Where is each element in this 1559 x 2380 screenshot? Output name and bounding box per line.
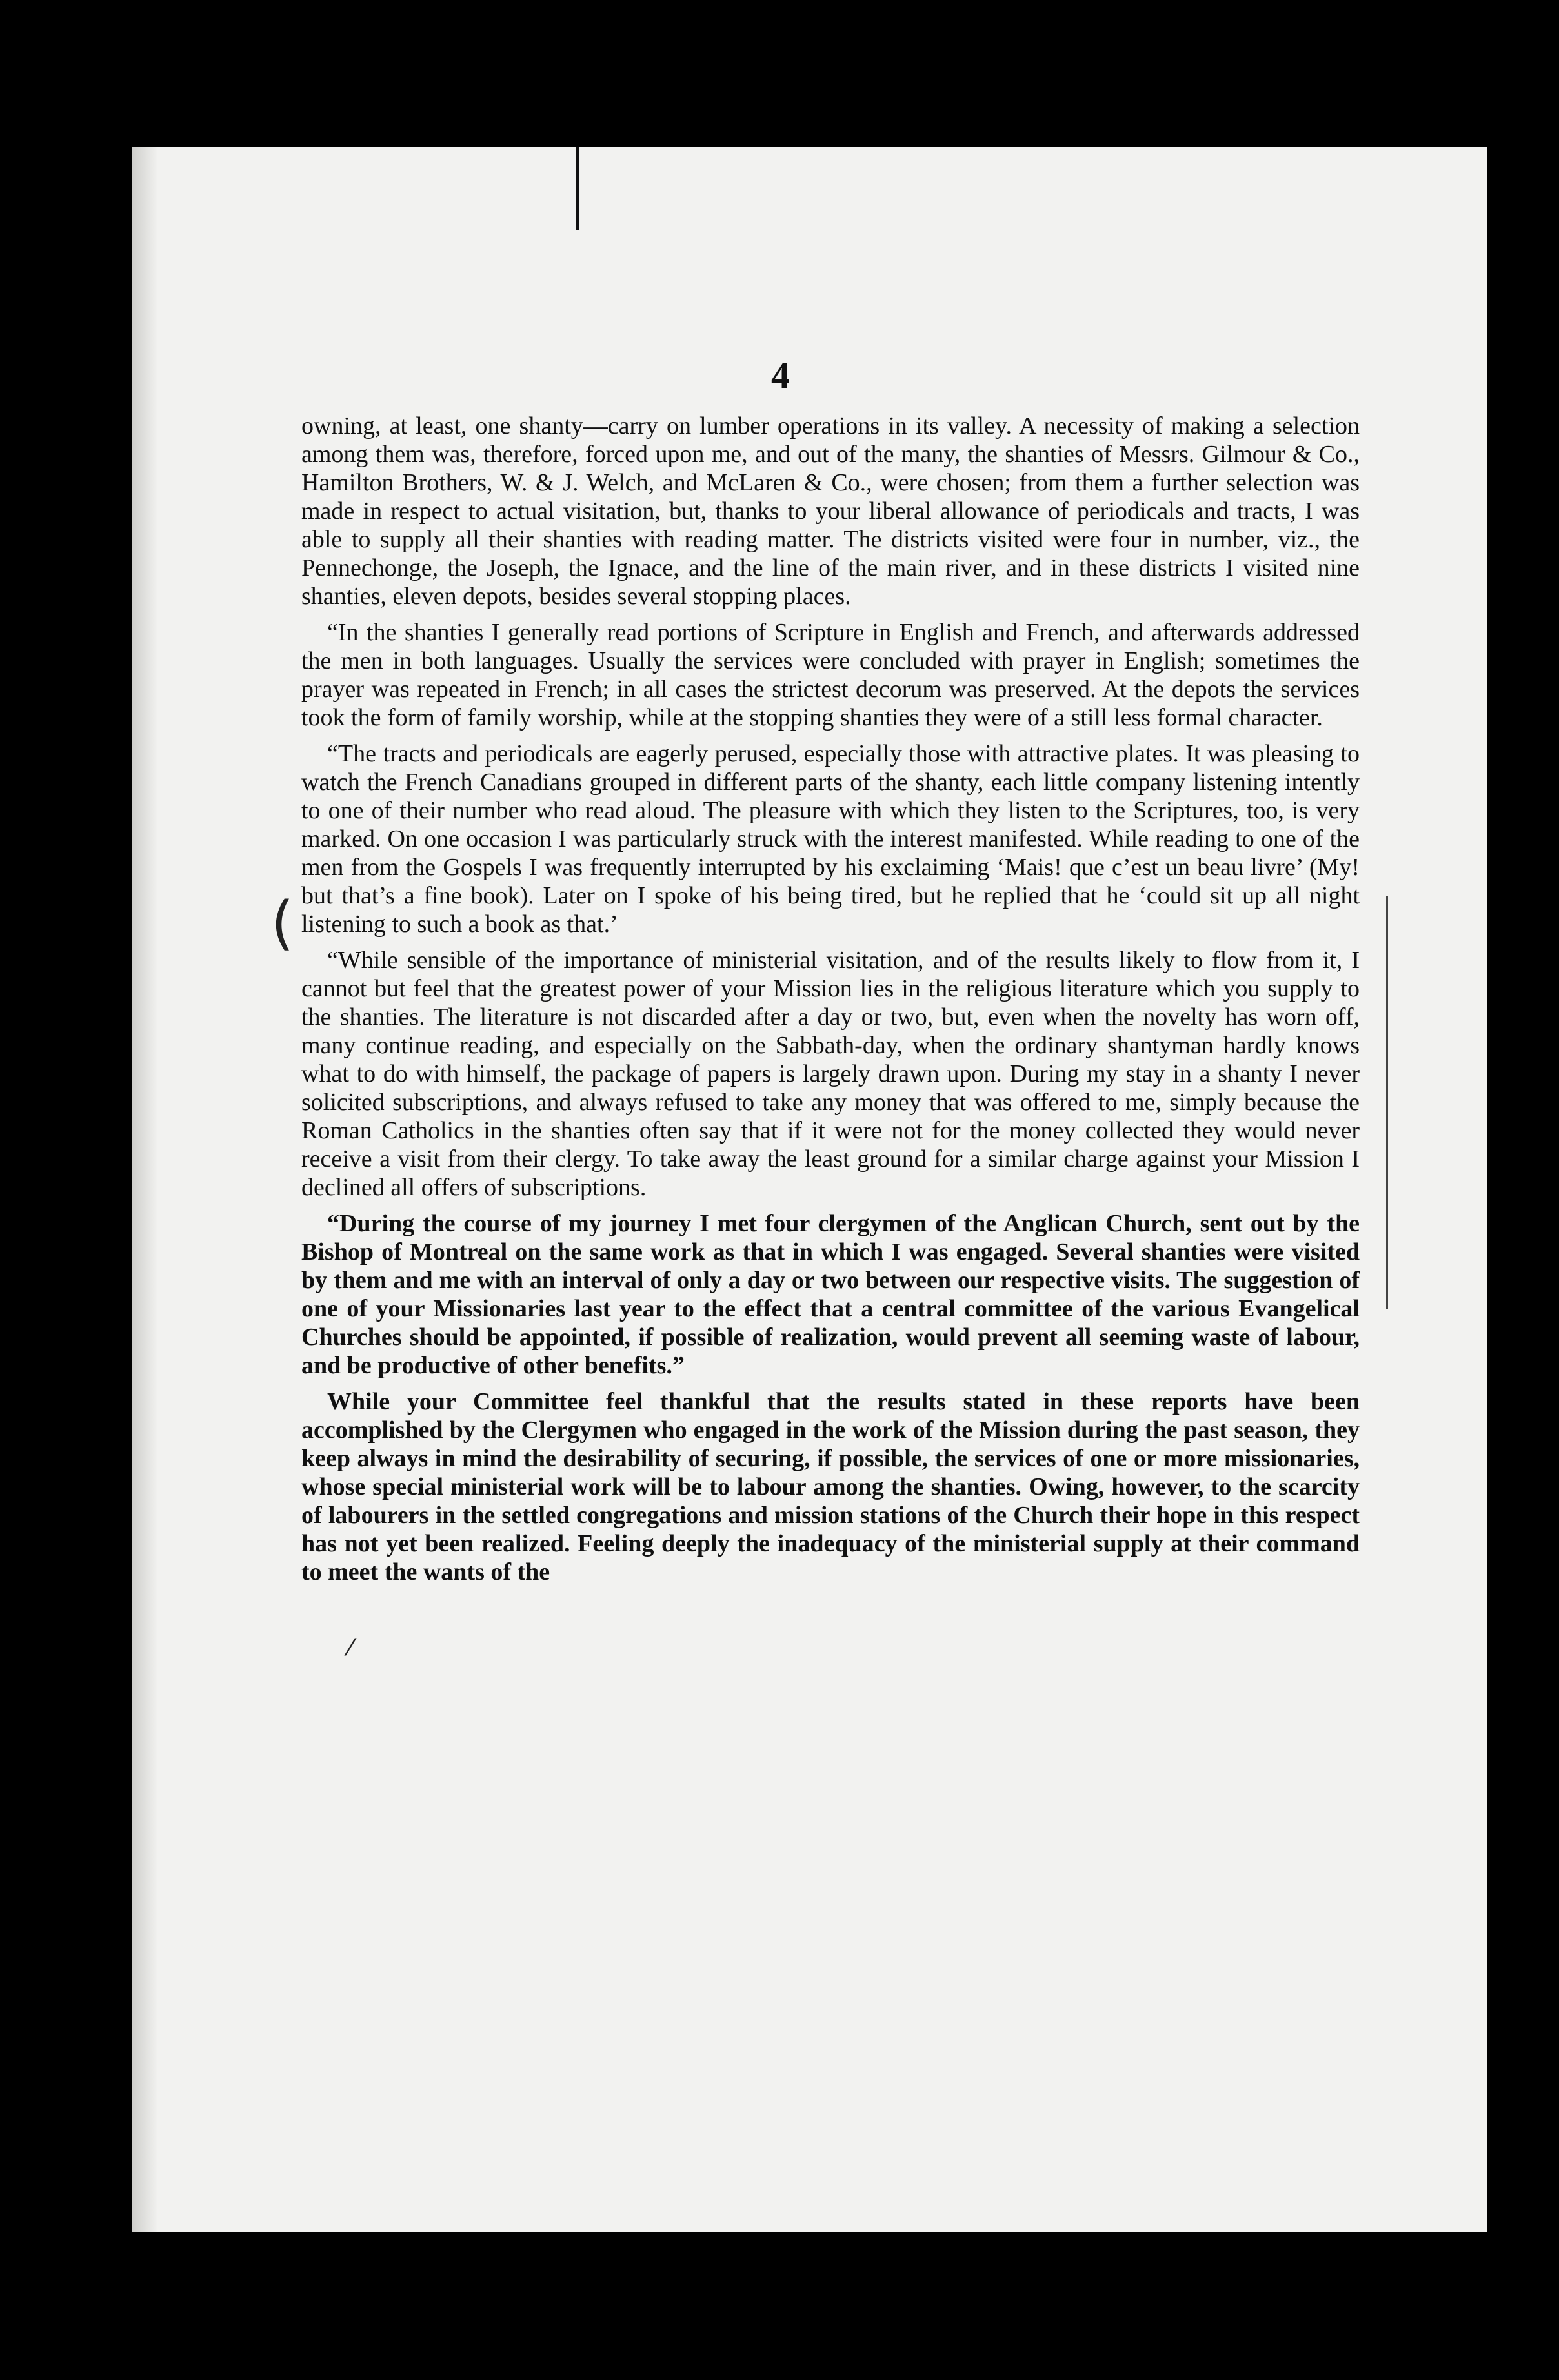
- margin-rule-line: [1386, 896, 1388, 1309]
- margin-tick-mark: ⁄: [348, 1635, 353, 1661]
- document-page: [132, 147, 1487, 2232]
- margin-bracket-mark: (: [271, 889, 294, 957]
- paragraph: “In the shanties I generally read portions of Scripture in English and French, and afterwards addressed the men in both languages. Usually the services were concluded with prayer in English; sometimes the prayer was repeated in French; in all cases the strictest decorum was preserved. At the depots the services took the form of family worship, while at the stopping shanties they were of a still less formal character.: [301, 619, 1360, 731]
- paragraph: owning, at least, one shanty—carry on lumber operations in its valley. A necessity of making a selection among them was, therefore, forced upon me, and out of the many, the shanties of Messrs. Gilmour & Co., Hamilton Brothers, W. & J. Welch, and McLaren & Co., were chosen; from them a further selection was made in respect to actual visitation, but, thanks to your liberal allowance of periodicals and tracts, I was able to supply all their shanties with reading matter. The districts visited were four in number, viz., the Pennechonge, the Joseph, the Ignace, and the line of the main river, and in these districts I visited nine shanties, eleven depots, besides several stopping places.: [301, 412, 1360, 610]
- binding-mark: [576, 147, 579, 230]
- page-number: 4: [771, 354, 790, 396]
- paragraph: “While sensible of the importance of ministerial visitation, and of the results likely to flow from it, I cannot but feel that the greatest power of your Mission lies in the religious literature which you supply to the shanties. The literature is not discarded after a day or two, but, even when the novelty has worn off, many continue reading, and especially on the Sabbath-day, when the ordinary shantyman hardly knows what to do with himself, the package of papers is largely drawn upon. During my stay in a shanty I never solicited subscriptions, and always refused to take any money that was offered to me, simply because the Roman Catholics in the shanties often say that if it were not for the money collected they would never receive a visit from their clergy. To take away the least ground for a similar charge against your Mission I declined all offers of subscriptions.: [301, 947, 1360, 1201]
- page-edge-shadow: [132, 147, 158, 2232]
- body-text: [301, 412, 1360, 1594]
- paragraph: While your Committee feel thankful that the results stated in these reports have been accomplished by the Clergymen who engaged in the work of the Mission during the past season, they keep always in mind the desirability of securing, if possible, the services of one or more missionaries, whose special ministerial work will be to labour among the shanties. Owing, however, to the scarcity of labourers in the settled congregations and mission stations of the Church their hope in this respect has not yet been realized. Feeling deeply the inadequacy of the ministerial supply at their command to meet the wants of the: [301, 1388, 1360, 1586]
- paragraph: “The tracts and periodicals are eagerly perused, especially those with attractive plates. It was pleasing to watch the French Canadians grouped in different parts of the shanty, each little company listening intently to one of their number who read aloud. The pleasure with which they listen to the Scriptures, too, is very marked. On one occasion I was particularly struck with the interest manifested. While reading to one of the men from the Gospels I was frequently interrupted by his exclaiming ‘Mais! que c’est un beau livre’ (My! but that’s a fine book). Later on I spoke of his being tired, but he replied that he ‘could sit up all night listening to such a book as that.’: [301, 740, 1360, 938]
- paragraph: “During the course of my journey I met four clergymen of the Anglican Church, sent out by the Bishop of Montreal on the same work as that in which I was engaged. Several shanties were visited by them and me with an interval of only a day or two between our respective visits. The suggestion of one of your Missionaries last year to the effect that a central committee of the various Evangelical Churches should be appointed, if possible of realization, would prevent all seeming waste of labour, and be productive of other benefits.”: [301, 1210, 1360, 1379]
